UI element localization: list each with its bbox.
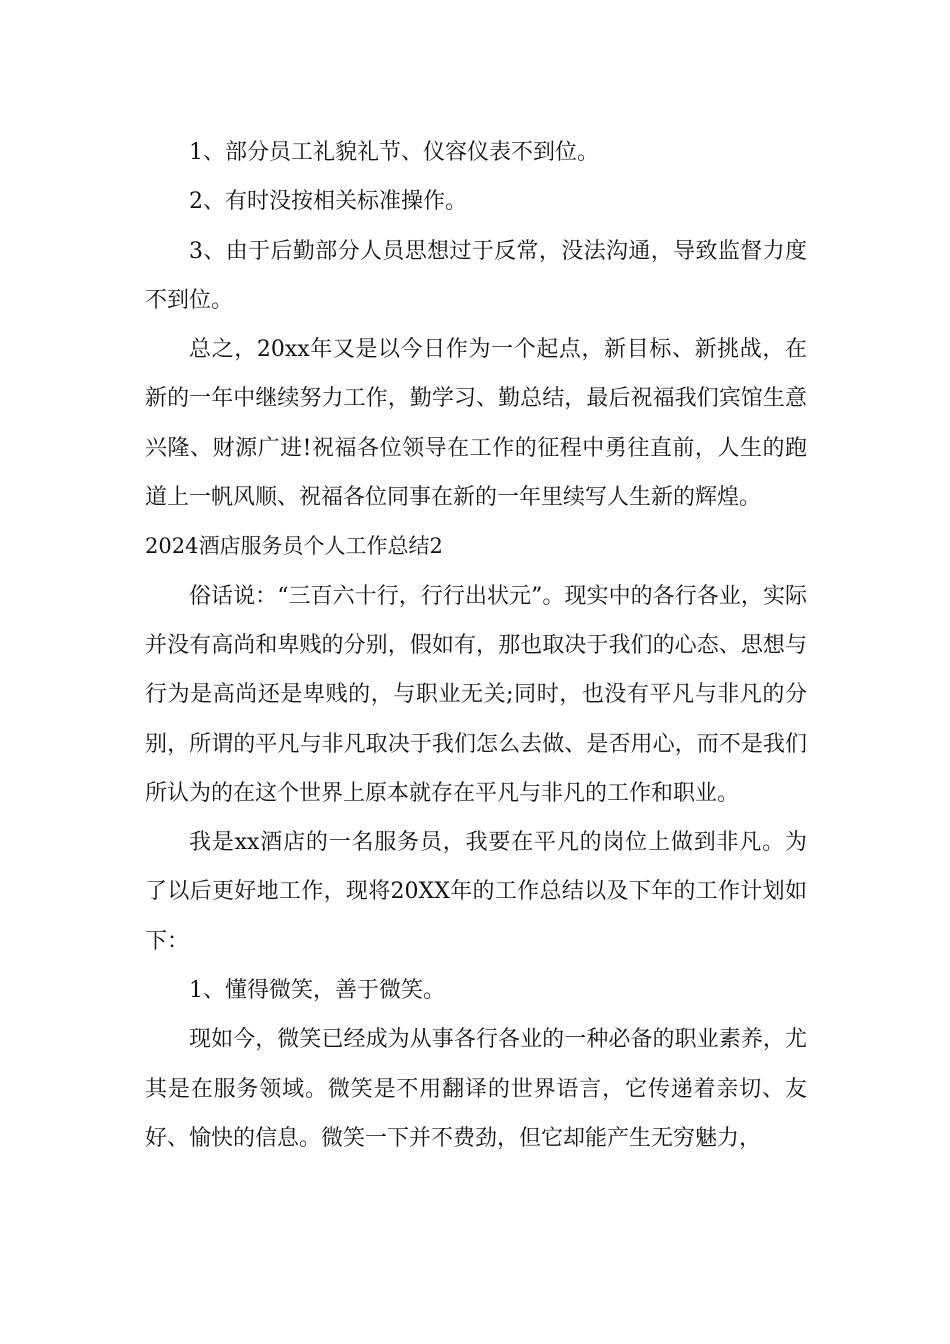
- conclusion-paragraph: 总之，20xx年又是以今日作为一个起点，新目标、新挑战，在新的一年中继续努力工作，勤学习、勤总结，最后祝福我们宾馆生意兴隆、财源广进!祝福各位领导在工作的征程中勇往直前，人生的跑道上一帆风顺、祝福各位同事在新的一年里续写人生新的辉煌。: [145, 337, 807, 511]
- list-item-2: 2、有时没按相关标准操作。: [189, 189, 467, 215]
- smile-paragraph: 现如今，微笑已经成为从事各行各业的一种必备的职业素养，尤其是在服务领域。微笑是不用翻译的世界语言，它传递着亲切、友好、愉快的信息。微笑一下并不费劲，但它却能产生无穷魅力，: [145, 1027, 807, 1151]
- point-heading-1: 1、懂得微笑，善于微笑。: [189, 978, 445, 1004]
- intro-paragraph: 俗话说：“三百六十行，行行出状元”。现实中的各行各业，实际并没有高尚和卑贱的分别，假如有，那也取决于我们的心态、思想与行为是高尚还是卑贱的，与职业无关;同时，也没有平凡与非凡的分别，所谓的平凡与非凡取决于我们怎么去做、是否用心，而不是我们所认为的在这个世界上原本就存在平凡与非凡的工作和职业。: [145, 583, 807, 806]
- list-item-1: 1、部分员工礼貌礼节、仪容仪表不到位。: [189, 140, 599, 165]
- section-title: 2024酒店服务员个人工作总结2: [145, 534, 443, 559]
- document-body: [145, 128, 807, 1163]
- self-intro-paragraph: 我是xx酒店的一名服务员，我要在平凡的岗位上做到非凡。为了以后更好地工作，现将20XX年的工作总结以及下年的工作计划如下：: [145, 830, 807, 954]
- list-item-3: 3、由于后勤部分人员思想过于反常，没法沟通，导致监督力度不到位。: [145, 238, 807, 313]
